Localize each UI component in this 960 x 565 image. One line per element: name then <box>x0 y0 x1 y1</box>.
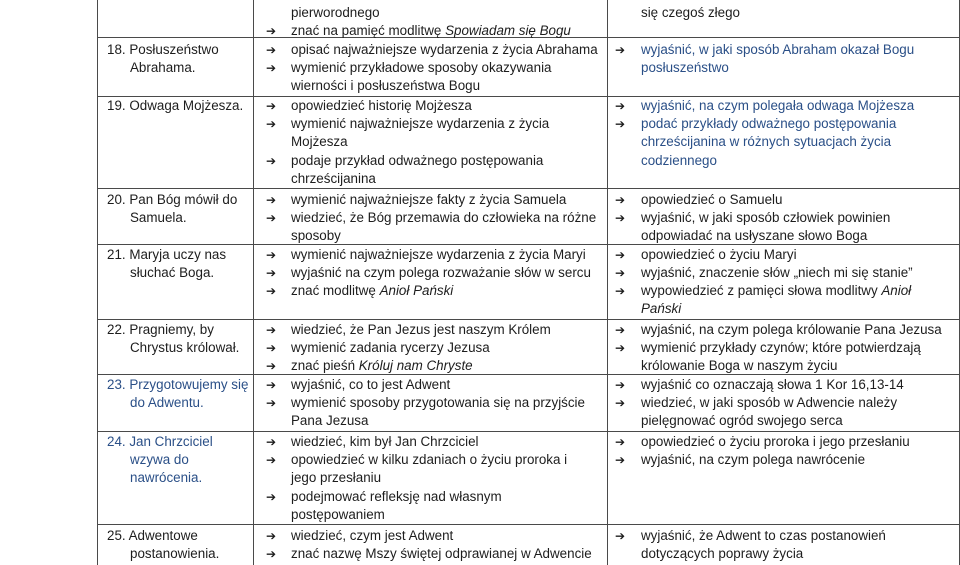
row-divider <box>97 524 960 525</box>
requirement-text: wyjaśnić, co to jest Adwent <box>291 377 451 392</box>
requirement-text: wypowiedzieć z pamięci słowa modlitwy Anioł <box>641 283 912 298</box>
arrow-right-icon: ➔ <box>615 193 626 207</box>
requirement-text: znać modlitwę Anioł Pański <box>291 283 454 298</box>
arrow-right-icon: ➔ <box>266 359 277 373</box>
requirement-text: opowiedzieć w kilku zdaniach o życiu proroka i <box>291 452 568 467</box>
requirement-text: wiedzieć, kim był Jan Chrzciciel <box>291 434 479 449</box>
requirement-text: znać na pamięć modlitwę Spowiadam się Bogu <box>291 23 571 38</box>
arrow-right-icon: ➔ <box>615 435 626 449</box>
arrow-right-icon: ➔ <box>266 396 277 410</box>
arrow-right-icon: ➔ <box>266 547 277 561</box>
requirement-text: codziennego <box>641 153 717 168</box>
arrow-right-icon: ➔ <box>266 435 277 449</box>
arrow-right-icon: ➔ <box>266 61 277 75</box>
requirement-text: Pański <box>641 301 682 316</box>
lesson-title: postanowienia. <box>130 546 220 561</box>
lesson-title: 24. Jan Chrzciciel <box>107 434 213 449</box>
arrow-right-icon: ➔ <box>266 453 277 467</box>
arrow-right-icon: ➔ <box>615 378 626 392</box>
arrow-right-icon: ➔ <box>615 284 626 298</box>
requirement-text: chrześcijanina w różnych sytuacjach życia <box>641 134 892 149</box>
requirement-text: posłuszeństwo <box>641 60 729 75</box>
lesson-title: 23. Przygotowujemy się <box>107 377 249 392</box>
arrow-right-icon: ➔ <box>615 323 626 337</box>
requirement-text: wiedzieć, czym jest Adwent <box>291 528 454 543</box>
lesson-title: 20. Pan Bóg mówił do <box>107 192 238 207</box>
lesson-title: Samuela. <box>130 210 187 225</box>
requirement-text: wiedzieć, że Bóg przemawia do człowieka na różne <box>291 210 597 225</box>
requirement-text: pielęgnować ogród swojego serca <box>641 413 843 428</box>
requirement-text: wyjaśnić, na czym polega nawrócenie <box>641 452 866 467</box>
arrow-right-icon: ➔ <box>266 43 277 57</box>
requirement-text: jego przesłaniu <box>291 470 382 485</box>
column-divider <box>607 0 608 565</box>
arrow-right-icon: ➔ <box>266 266 277 280</box>
requirement-text: wymienić najważniejsze fakty z życia Samuela <box>291 192 567 207</box>
lesson-title: słuchać Boga. <box>130 265 215 280</box>
arrow-right-icon: ➔ <box>266 323 277 337</box>
lesson-title: Chrystus królował. <box>130 340 240 355</box>
requirement-text: wymienić najważniejsze wydarzenia z życia Maryi <box>291 247 586 262</box>
row-divider <box>97 319 960 320</box>
requirement-text: opowiedzieć historię Mojżesza <box>291 98 472 113</box>
requirement-text: się czegoś złego <box>641 5 740 20</box>
lesson-title: Abrahama. <box>130 60 196 75</box>
lesson-title: 25. Adwentowe <box>107 528 198 543</box>
table-border <box>97 0 98 565</box>
arrow-right-icon: ➔ <box>615 529 626 543</box>
arrow-right-icon: ➔ <box>266 341 277 355</box>
arrow-right-icon: ➔ <box>615 99 626 113</box>
requirement-text: podejmować refleksję nad własnym <box>291 489 502 504</box>
arrow-right-icon: ➔ <box>266 117 277 131</box>
lesson-title: do Adwentu. <box>130 395 204 410</box>
arrow-right-icon: ➔ <box>615 341 626 355</box>
arrow-right-icon: ➔ <box>266 248 277 262</box>
requirement-text: wymienić najważniejsze wydarzenia z życia <box>291 116 550 131</box>
requirement-text: wymienić sposoby przygotowania się na przyjście <box>291 395 585 410</box>
requirement-text: pierworodnego <box>291 5 380 20</box>
requirement-text: wymienić zadania rycerzy Jezusa <box>291 340 490 355</box>
requirement-text: Pana Jezusa <box>291 413 369 428</box>
requirement-text: wyjaśnić na czym polega rozważanie słów w sercu <box>291 265 591 280</box>
column-divider <box>253 0 254 565</box>
lesson-title: 19. Odwaga Mojżesza. <box>107 98 244 113</box>
arrow-right-icon: ➔ <box>266 529 277 543</box>
requirement-text: Mojżesza <box>291 134 348 149</box>
requirement-text: wiedzieć, w jaki sposób w Adwencie należy <box>641 395 898 410</box>
requirement-text: wyjaśnić, że Adwent to czas postanowień <box>641 528 886 543</box>
arrow-right-icon: ➔ <box>266 490 277 504</box>
arrow-right-icon: ➔ <box>266 24 277 38</box>
requirement-text: opisać najważniejsze wydarzenia z życia Abrahama <box>291 42 598 57</box>
requirement-text: opowiedzieć o życiu proroka i jego przesłaniu <box>641 434 910 449</box>
arrow-right-icon: ➔ <box>615 117 626 131</box>
lesson-title: wzywa do <box>130 452 189 467</box>
requirement-text: wyjaśnić co oznaczają słowa 1 Kor 16,13-14 <box>641 377 904 392</box>
requirement-text: podać przykłady odważnego postępowania <box>641 116 897 131</box>
requirement-text: chrześcijanina <box>291 171 376 186</box>
arrow-right-icon: ➔ <box>266 284 277 298</box>
lesson-title: 22. Pragniemy, by <box>107 322 214 337</box>
arrow-right-icon: ➔ <box>266 193 277 207</box>
requirement-text: wyjaśnić, w jaki sposób Abraham okazał Bogu <box>641 42 915 57</box>
requirement-text: wyjaśnić, w jaki sposób człowiek powinien <box>641 210 891 225</box>
requirement-text: sposoby <box>291 228 341 243</box>
arrow-right-icon: ➔ <box>266 99 277 113</box>
lesson-title: nawrócenia. <box>130 470 203 485</box>
requirement-text: wymienić przykładowe sposoby okazywania <box>291 60 552 75</box>
requirement-text: znać pieśń Króluj nam Chryste <box>291 358 473 373</box>
row-divider <box>97 431 960 432</box>
requirement-text: wyjaśnić, na czym polega królowanie Pana Jezusa <box>641 322 942 337</box>
requirement-text: dotyczących poprawy życia <box>641 546 804 561</box>
arrow-right-icon: ➔ <box>615 453 626 467</box>
requirement-text: postępowaniem <box>291 507 385 522</box>
requirement-text: podaje przykład odważnego postępowania <box>291 153 544 168</box>
requirement-text: wymienić przykłady czynów; które potwierdzają <box>641 340 921 355</box>
requirement-text: wiedzieć, że Pan Jezus jest naszym Królem <box>291 322 551 337</box>
lesson-title: 21. Maryja uczy nas <box>107 247 227 262</box>
arrow-right-icon: ➔ <box>615 396 626 410</box>
requirement-text: znać nazwę Mszy świętej odprawianej w Adwencie <box>291 546 592 561</box>
row-divider <box>97 188 960 189</box>
requirement-text: wyjaśnić, na czym polegała odwaga Mojżesza <box>641 98 915 113</box>
requirement-text: opowiedzieć o Samuelu <box>641 192 783 207</box>
arrow-right-icon: ➔ <box>266 154 277 168</box>
arrow-right-icon: ➔ <box>266 378 277 392</box>
arrow-right-icon: ➔ <box>615 211 626 225</box>
arrow-right-icon: ➔ <box>266 211 277 225</box>
arrow-right-icon: ➔ <box>615 43 626 57</box>
arrow-right-icon: ➔ <box>615 248 626 262</box>
requirement-text: wyjaśnić, znaczenie słów „niech mi się stanie” <box>641 265 913 280</box>
requirement-text: opowiedzieć o życiu Maryi <box>641 247 797 262</box>
lesson-title: 18. Posłuszeństwo <box>107 42 219 57</box>
requirement-text: odpowiadać na usłyszane słowo Boga <box>641 228 868 243</box>
requirement-text: królowanie Boga w naszym życiu <box>641 358 838 373</box>
arrow-right-icon: ➔ <box>615 266 626 280</box>
requirement-text: wierności i posłuszeństwa Bogu <box>291 78 481 93</box>
